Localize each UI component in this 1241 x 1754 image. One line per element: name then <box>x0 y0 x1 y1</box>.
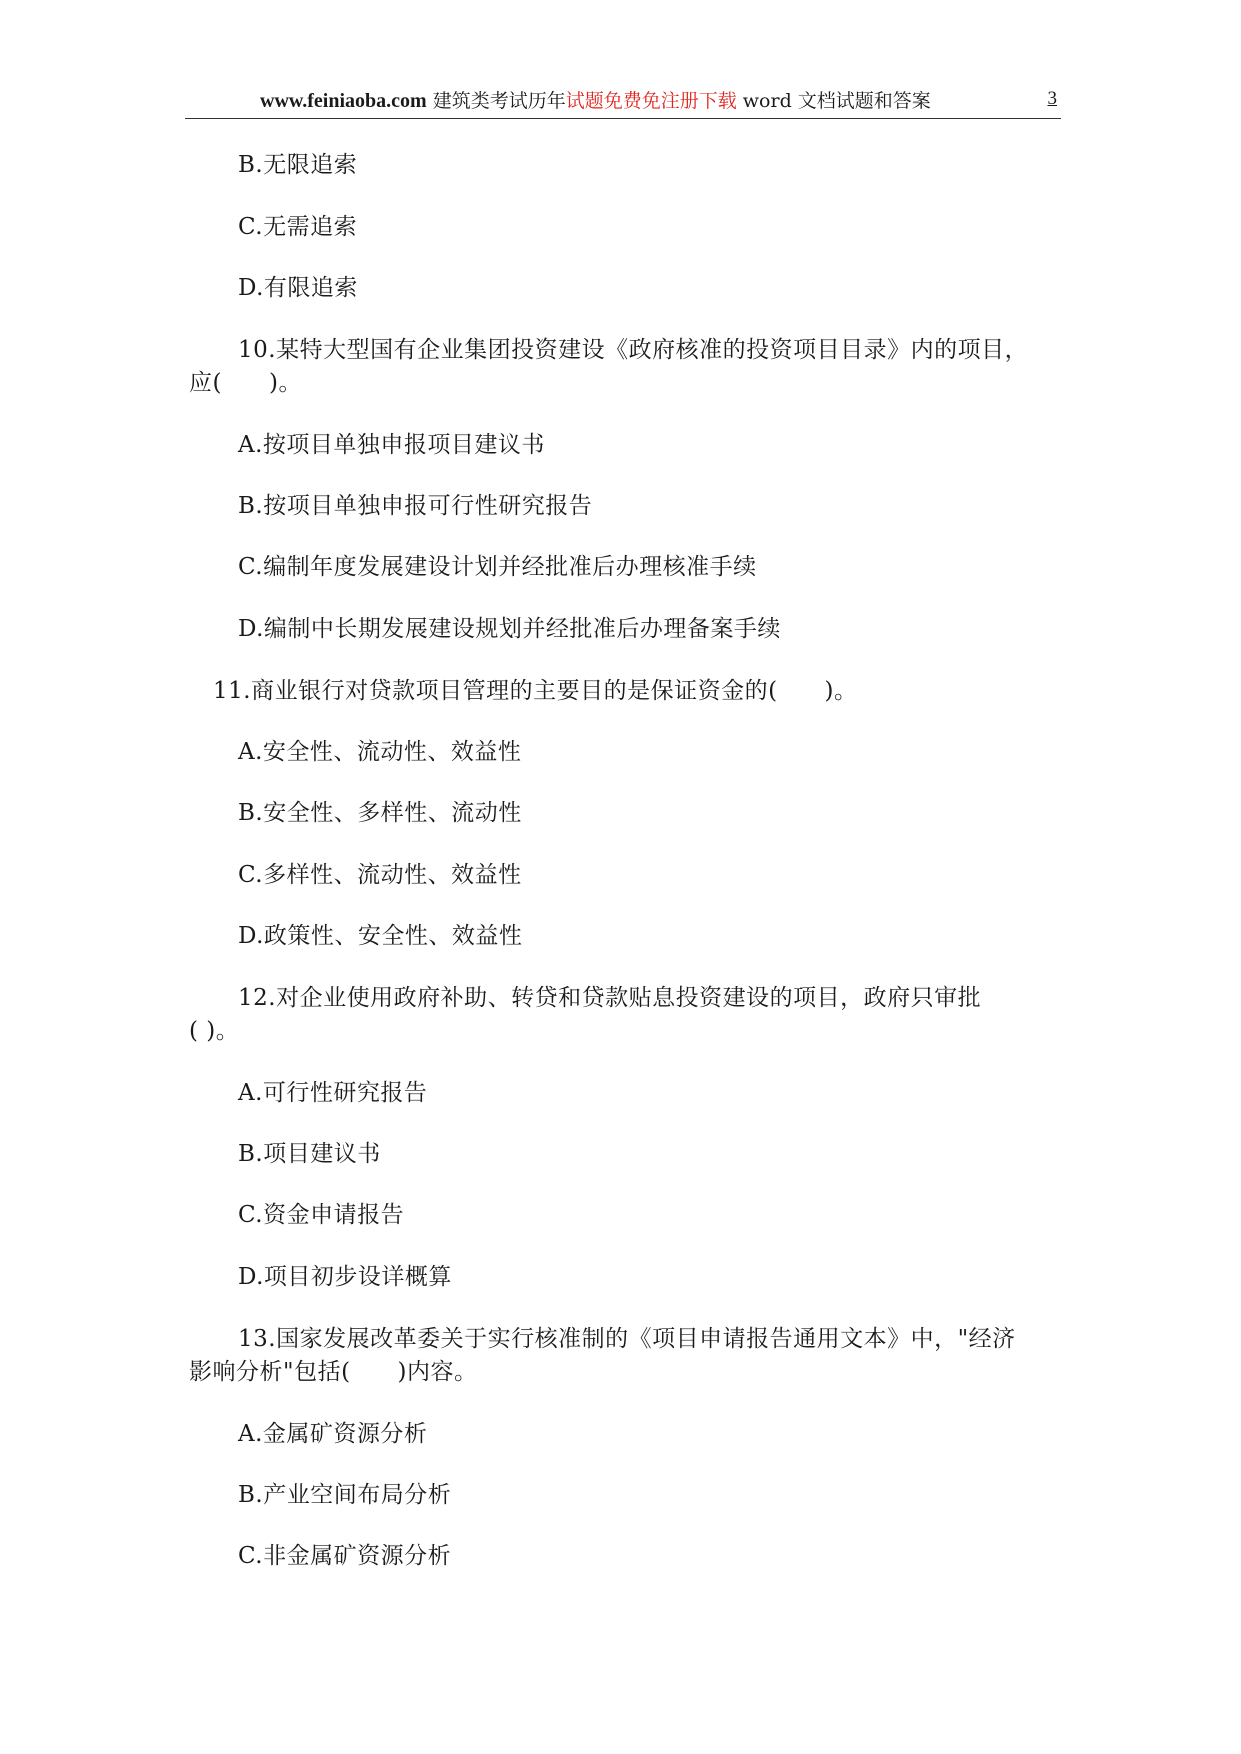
q12-option-d: D.项目初步设详概算 <box>238 1264 452 1290</box>
q10-option-d: D.编制中长期发展建设规划并经批准后办理备案手续 <box>238 616 781 642</box>
q9-option-b: B.无限追索 <box>238 152 358 178</box>
q9-option-d: D.有限追索 <box>238 275 358 301</box>
q10-option-a: A.按项目单独申报项目建议书 <box>238 432 545 458</box>
q12-stem: 12.对企业使用政府补助、转贷和贷款贴息投资建设的项目，政府只审批 <box>238 985 982 1011</box>
q10-option-c: C.编制年度发展建设计划并经批准后办理核准手续 <box>238 554 757 580</box>
q11-option-d: D.政策性、安全性、效益性 <box>238 923 523 949</box>
q11-option-a: A.安全性、流动性、效益性 <box>238 739 522 765</box>
q12-option-a: A.可行性研究报告 <box>238 1080 428 1106</box>
q13-stem: 13.国家发展改革委关于实行核准制的《项目申请报告通用文本》中，"经济 <box>238 1326 1016 1352</box>
q13-option-b: B.产业空间布局分析 <box>238 1482 452 1508</box>
header-site-link[interactable]: www.feiniaoba.com <box>260 90 427 112</box>
header-text-red: 试题免费免注册下载 <box>565 90 737 112</box>
q12-option-c: C.资金申请报告 <box>238 1202 405 1228</box>
q11-option-c: C.多样性、流动性、效益性 <box>238 862 522 888</box>
q11-stem: 11.商业银行对贷款项目管理的主要目的是保证资金的( )。 <box>213 678 858 704</box>
header-text <box>260 88 931 114</box>
q13-stem-cont: 影响分析"包括( )内容。 <box>189 1359 478 1385</box>
q10-stem-cont: 应( )。 <box>189 370 302 396</box>
page-header <box>185 86 1061 119</box>
header-text-before: 建筑类考试历年 <box>432 90 566 112</box>
q12-stem-cont: ( )。 <box>189 1018 240 1044</box>
q13-option-a: A.金属矿资源分析 <box>238 1421 428 1447</box>
q12-option-b: B.项目建议书 <box>238 1141 381 1167</box>
q11-option-b: B.安全性、多样性、流动性 <box>238 800 522 826</box>
header-text-after: word 文档试题和答案 <box>742 90 931 112</box>
q10-option-b: B.按项目单独申报可行性研究报告 <box>238 493 593 519</box>
page-number: 3 <box>1047 88 1057 109</box>
q10-stem: 10.某特大型国有企业集团投资建设《政府核准的投资项目目录》内的项目， <box>238 337 1029 363</box>
q9-option-c: C.无需追索 <box>238 214 358 240</box>
q13-option-c: C.非金属矿资源分析 <box>238 1543 452 1569</box>
